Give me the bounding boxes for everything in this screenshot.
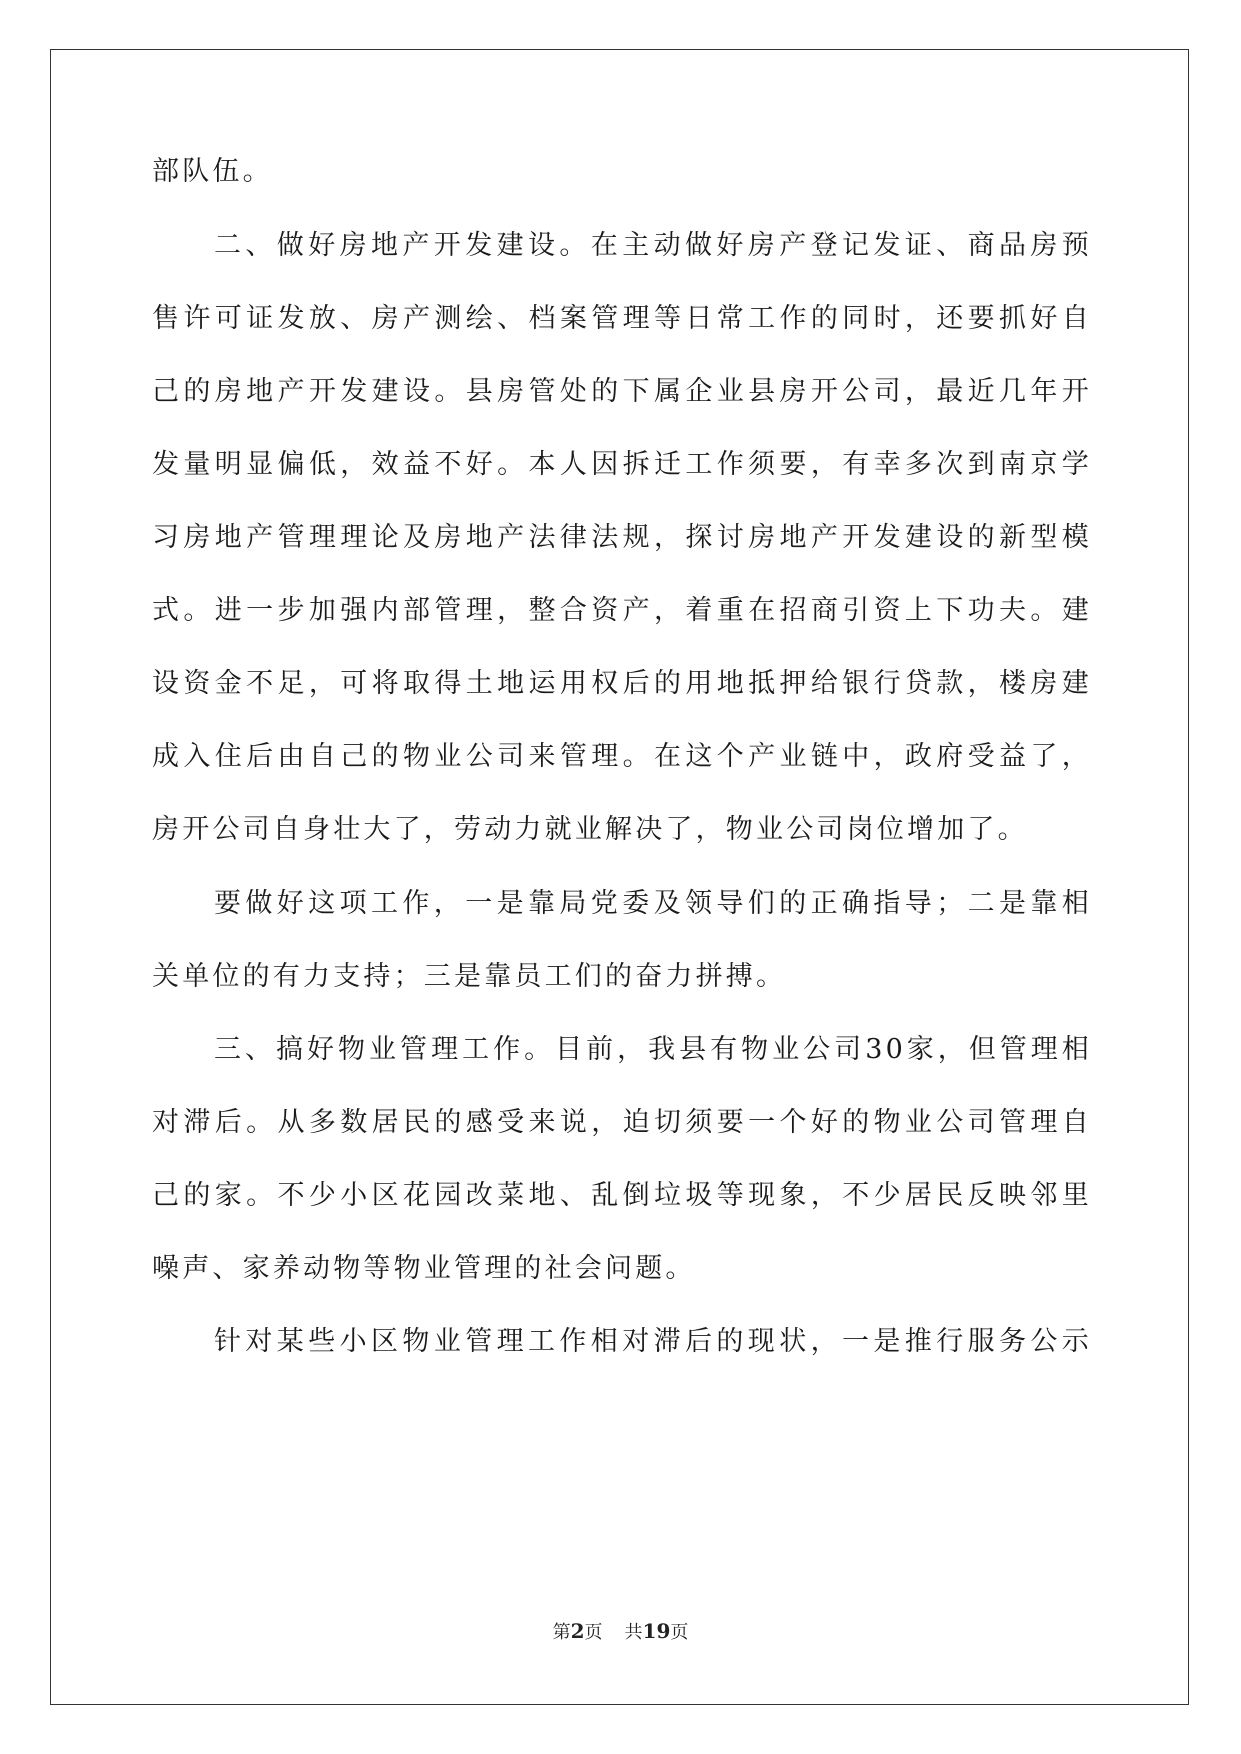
text-line: 发量明显偏低，效益不好。本人因拆迁工作须要，有幸多次到南京学 bbox=[152, 449, 1092, 480]
text-line: 房开公司自身壮大了，劳动力就业解决了，物业公司岗位增加了。 bbox=[152, 814, 1028, 845]
text-line: 习房地产管理理论及房地产法律法规，探讨房地产开发建设的新型模 bbox=[152, 522, 1092, 553]
page-footer bbox=[0, 1619, 1241, 1645]
text-line: 己的家。不少小区花园改菜地、乱倒垃圾等现象，不少居民反映邻里 bbox=[152, 1180, 1092, 1211]
total-suffix: 页 bbox=[670, 1622, 689, 1643]
total-pages: 19 bbox=[642, 1619, 671, 1643]
text-line: 对滞后。从多数居民的感受来说，迫切须要一个好的物业公司管理自 bbox=[152, 1107, 1092, 1138]
paragraph-first-line: 二、做好房地产开发建设。在主动做好房产登记发证、商品房预 bbox=[214, 230, 1092, 261]
text-line: 噪声、家养动物等物业管理的社会问题。 bbox=[152, 1253, 696, 1284]
page-border bbox=[50, 49, 1189, 1705]
text-line: 售许可证发放、房产测绘、档案管理等日常工作的同时，还要抓好自 bbox=[152, 303, 1092, 334]
text-line: 设资金不足，可将取得土地运用权后的用地抵押给银行贷款，楼房建 bbox=[152, 668, 1092, 699]
total-prefix: 共 bbox=[624, 1622, 643, 1643]
page-number: 2 bbox=[570, 1619, 585, 1643]
text-line: 己的房地产开发建设。县房管处的下属企业县房开公司，最近几年开 bbox=[152, 376, 1092, 407]
page-prefix: 第 bbox=[552, 1622, 571, 1643]
text-line: 关单位的有力支持；三是靠员工们的奋力拼搏。 bbox=[152, 961, 787, 992]
text-line: 成入住后由自己的物业公司来管理。在这个产业链中，政府受益了， bbox=[152, 741, 1092, 772]
paragraph-first-line: 针对某些小区物业管理工作相对滞后的现状，一是推行服务公示 bbox=[214, 1326, 1092, 1357]
text-line: 式。进一步加强内部管理，整合资产，着重在招商引资上下功夫。建 bbox=[152, 595, 1092, 626]
paragraph-first-line: 要做好这项工作，一是靠局党委及领导们的正确指导；二是靠相 bbox=[214, 888, 1092, 919]
paragraph-first-line: 三、搞好物业管理工作。目前，我县有物业公司30家，但管理相 bbox=[214, 1034, 1092, 1065]
text-line: 部队伍。 bbox=[152, 156, 273, 187]
page-suffix: 页 bbox=[584, 1622, 603, 1643]
